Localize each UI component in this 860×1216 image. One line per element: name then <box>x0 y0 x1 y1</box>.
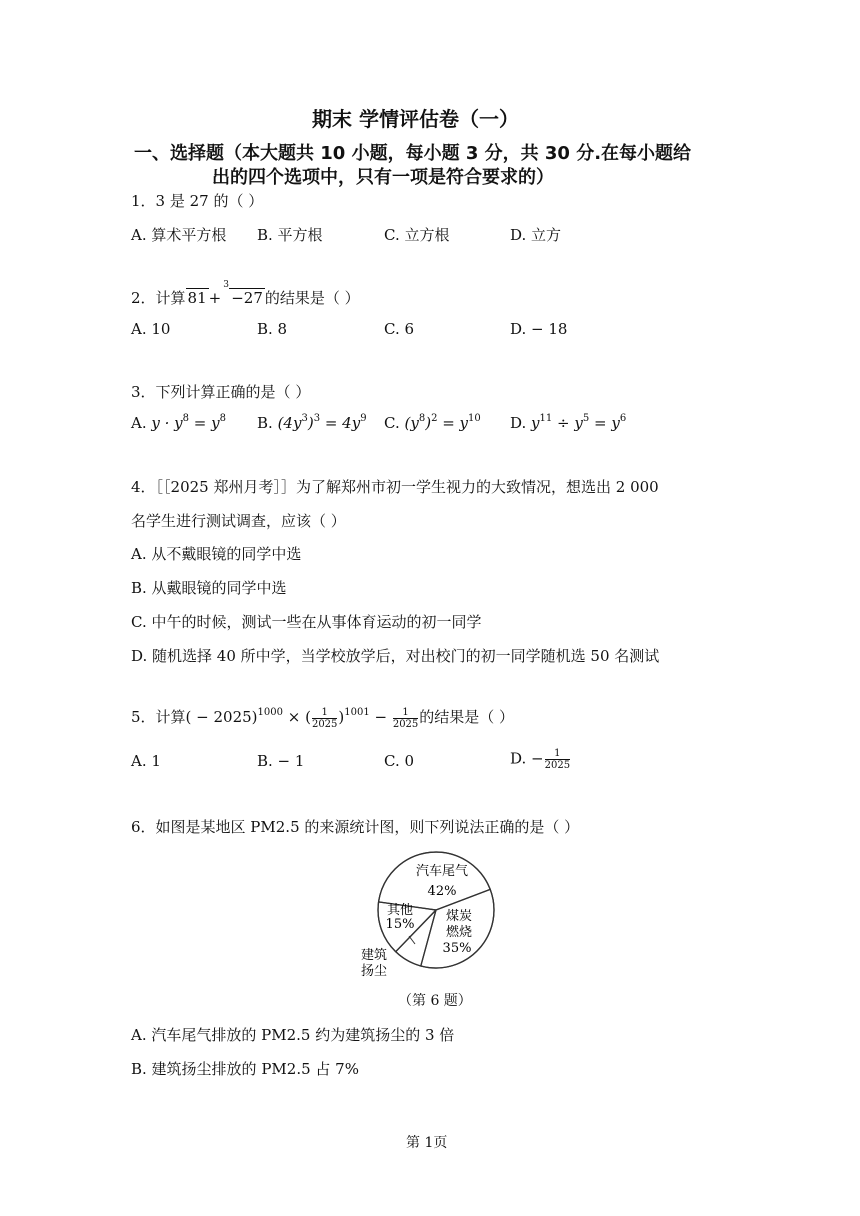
label-other-pct: 15% <box>385 917 415 932</box>
q2-option-b: B. 8 <box>257 320 288 338</box>
q5-fraction-2: $\frac{1}{2025}$ <box>392 706 419 730</box>
q3-option-b: B. $(4y^3)^3 = 4y^9$ <box>257 413 367 432</box>
q5-fraction: $\frac{1}{2025}$ <box>311 706 338 730</box>
q2-plus: + <box>208 289 222 307</box>
question-2-stem <box>131 280 360 308</box>
q2-sqrt-81: 81 <box>187 289 207 307</box>
section-heading-line1: 一、选择题（本大题共 10 小题，每小题 3 分，共 30 分.在每小题给 <box>134 143 692 164</box>
q3-option-d: D. $y^{11} \div y^5 = y^6$ <box>510 413 627 432</box>
page-title: 期末 学情评估卷（一） <box>312 107 519 131</box>
q2-prefix: 2．计算 <box>131 289 186 307</box>
q3-option-c: C. $(y^8)^2 = y^{10}$ <box>384 413 481 432</box>
label-building-1: 建筑 <box>360 948 388 963</box>
label-other: 其他 <box>386 903 414 918</box>
q6-option-a: A. 汽车尾气排放的 PM2.5 约为建筑扬尘的 3 倍 <box>131 1026 455 1044</box>
q2-suffix: 的结果是（ ） <box>264 289 360 307</box>
label-building-2: 扬尘 <box>360 964 388 979</box>
question-4-line1: 4．［［2025 郑州月考］］为了解郑州市初一学生视力的大致情况，想选出 2 000 <box>131 478 659 496</box>
question-6-stem: 6．如图是某地区 PM2.5 的来源统计图，则下列说法正确的是（ ） <box>131 818 580 836</box>
label-coal-pct: 35% <box>442 941 472 956</box>
q5-option-d: D. − $\frac{1}{2025}$ <box>510 748 571 771</box>
q5-option-c: C. 0 <box>384 752 415 770</box>
q3-option-a: A. $y \cdot y^8 = y^8$ <box>131 413 226 432</box>
q5-option-a: A. 1 <box>131 752 161 770</box>
section-heading-line2: 出的四个选项中，只有一项是符合要求的） <box>212 167 554 188</box>
question-1-stem: 1．3 是 27 的（ ） <box>131 192 264 210</box>
q6-option-b: B. 建筑扬尘排放的 PM2.5 占 7% <box>131 1060 359 1078</box>
q1-option-c: C. 立方根 <box>384 226 450 244</box>
q1-option-b: B. 平方根 <box>257 226 323 244</box>
label-car: 汽车尾气 <box>415 864 469 879</box>
label-coal-1: 煤炭 <box>445 909 473 924</box>
q4-option-d: D. 随机选择 40 所中学，当学校放学后，对出校门的初一同学随机选 50 名测试 <box>131 647 660 665</box>
q5-option-b: B. − 1 <box>257 752 305 770</box>
q4-option-c: C. 中午的时候，测试一些在从事体育运动的初一同学 <box>131 613 482 631</box>
q2-cuberoot: 3 −27 <box>223 280 263 307</box>
label-coal-2: 燃烧 <box>445 925 473 940</box>
q2-option-d: D. − 18 <box>510 320 568 338</box>
question-5-stem: 5．计算( − 2025)$^{1000}$ × ( $\frac{1}{2025}$ )$^{1001}$ − $\frac{1}{2025}$ 的结果是（ ） <box>131 706 515 730</box>
label-car-pct: 42% <box>427 884 457 899</box>
q1-option-a: A. 算术平方根 <box>131 226 227 244</box>
q2-option-a: A. 10 <box>131 320 171 338</box>
q4-option-b: B. 从戴眼镜的同学中选 <box>131 579 287 597</box>
page-number: 第 1页 <box>406 1135 448 1151</box>
figure-caption: （第 6 题） <box>398 993 472 1009</box>
question-3-stem: 3．下列计算正确的是（ ） <box>131 383 311 401</box>
pm25-pie-chart <box>354 848 514 983</box>
question-4-line2: 名学生进行测试调查，应该（ ） <box>131 512 346 530</box>
q2-option-c: C. 6 <box>384 320 415 338</box>
q1-option-d: D. 立方 <box>510 226 562 244</box>
q4-option-a: A. 从不戴眼镜的同学中选 <box>131 545 302 563</box>
